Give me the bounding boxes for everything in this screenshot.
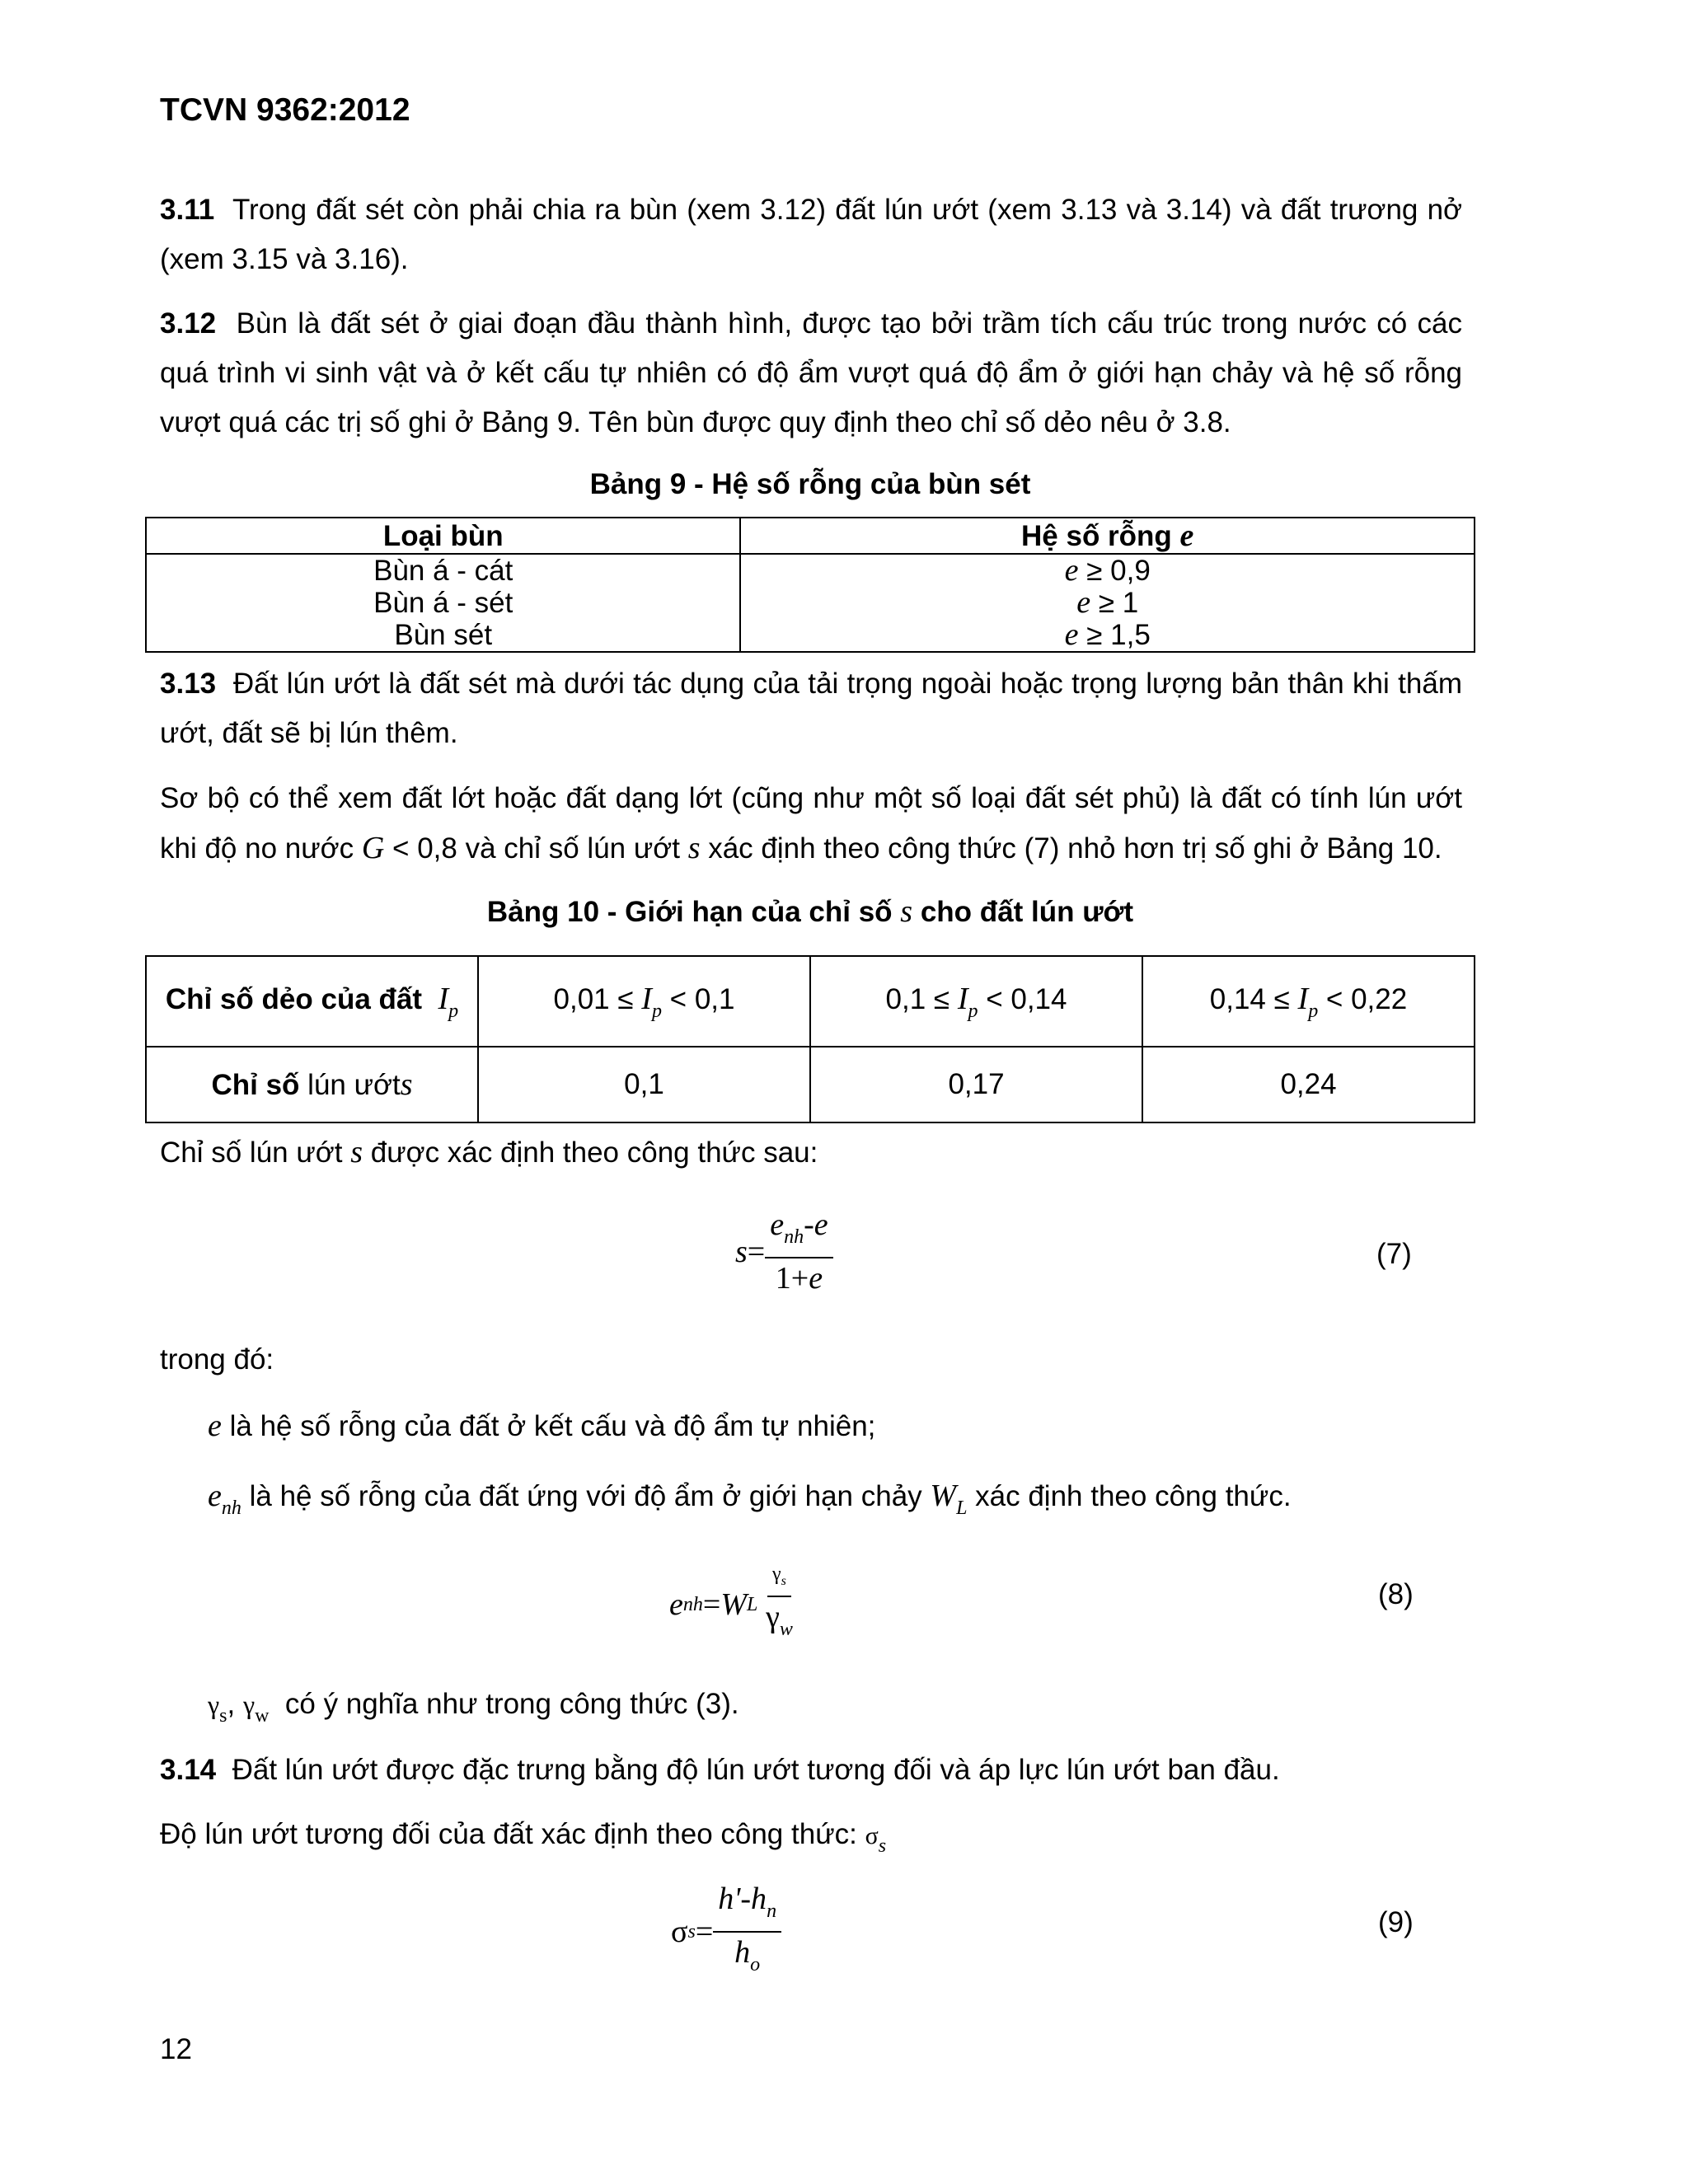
document-code-header: TCVN 9362:2012: [160, 92, 410, 128]
paragraph-3-14: [160, 1746, 1462, 1795]
definition-enh: $e_{nh}$ là hệ số rỗng của đất ứng với độ ẩm ở giới hạn chảy $W_L$ xác định theo công thức.: [208, 1479, 1292, 1519]
fraction: $\frac{e_{nh}-e}{1+e}$: [765, 1207, 832, 1297]
paragraph-text: Đất lún ướt được đặc trưng bằng độ lún ướt tương đối và áp lực lún ướt ban đầu.: [232, 1754, 1280, 1786]
mud-type-cell: Bùn á - sét: [146, 587, 740, 619]
collapse-index-value: 0,17: [810, 1047, 1142, 1122]
equation-number-8: (8): [1378, 1578, 1414, 1610]
plasticity-range-cell: $0,01 \le I_p < 0,1$: [478, 956, 810, 1047]
equation-number-7: (7): [1376, 1238, 1412, 1270]
void-ratio-cell: e ≥ 1,5: [740, 619, 1475, 652]
collapse-index-value: 0,24: [1142, 1047, 1475, 1122]
paragraph-3-14-relative-collapse: Độ lún ướt tương đối của đất xác định theo công thức: $\sigma_s$: [160, 1818, 887, 1857]
plasticity-range-cell: $0,1 \le I_p < 0,14$: [810, 956, 1142, 1047]
clause-number: 3.12: [160, 307, 217, 340]
table-row-plasticity-index: [146, 956, 1475, 1047]
table-row-collapse-index: [146, 1047, 1475, 1122]
formula-9: σ s = $\frac{h'-h_n}{h_o}$: [671, 1881, 781, 1983]
formula-7: s = $\frac{e_{nh}-e}{1+e}$: [735, 1207, 833, 1297]
formula-8: e nh = W L $\frac{\gamma_s}{\gamma_w}$: [669, 1562, 793, 1647]
paragraph-3-13: [160, 659, 1462, 758]
table-10-collapse-index-limits: [145, 955, 1475, 1123]
paragraph-3-11: [160, 185, 1462, 284]
fraction: $\frac{\gamma_s}{\gamma_w}$: [766, 1563, 793, 1640]
fraction: $\frac{h'-h_n}{h_o}$: [713, 1881, 781, 1983]
void-ratio-cell: e ≥ 1: [740, 587, 1475, 619]
formula-7-intro: Chỉ số lún ướt s được xác định theo công thức sau:: [160, 1135, 818, 1169]
table-10-caption: Bảng 10 - Giới hạn của chỉ số s cho đất lún ướt: [486, 894, 1134, 929]
row-header-plasticity-index: Chỉ số dẻo của đất $I_p$: [146, 956, 478, 1047]
table-row: [146, 554, 1475, 587]
page-number: 12: [160, 2033, 192, 2065]
paragraph-text: Bùn là đất sét ở giai đoạn đầu thành hình, được tạo bởi trầm tích cấu trúc trong nước có các quá trình vi sinh vật và ở kết cấu tự nhiên có độ ẩm vượt quá độ ẩm ở giới hạn chảy và hệ số rỗng vượt quá các trị số ghi ở Bảng 9. Tên bùn được quy định theo chỉ số dẻo nêu ở 3.8.: [160, 307, 1462, 438]
paragraph-3-13-preliminary: Sơ bộ có thể xem đất lớt hoặc đất dạng lớt (cũng như một số loại đất sét phủ) là đất có tính lún ướt khi độ no nước G < 0,8 và chỉ số lún ướt s xác định theo công thức (7) nhỏ hơn trị số ghi ở Bảng 10.: [160, 782, 1462, 865]
void-ratio-cell: e ≥ 0,9: [740, 554, 1475, 587]
clause-number: 3.11: [160, 194, 215, 226]
row-header-collapse-index: Chỉ số lún ướts: [146, 1047, 478, 1122]
paragraph-text: Đất lún ướt là đất sét mà dưới tác dụng của tải trọng ngoài hoặc trọng lượng bản thân khi thấm ướt, đất sẽ bị lún thêm.: [160, 668, 1462, 749]
mud-type-cell: Bùn sét: [146, 619, 740, 652]
plasticity-range-cell: $0,14 \le I_p < 0,22$: [1142, 956, 1475, 1047]
definition-e: e là hệ số rỗng của đất ở kết cấu và độ ẩm tự nhiên;: [208, 1408, 876, 1443]
paragraph-3-12: [160, 299, 1462, 448]
clause-number: 3.14: [160, 1754, 217, 1786]
column-header-mud-type: Loại bùn: [146, 518, 740, 554]
table-header-row: [146, 518, 1475, 554]
equation-number-9: (9): [1378, 1906, 1414, 1938]
table-9-void-ratio: [145, 517, 1475, 653]
table-row: [146, 619, 1475, 652]
where-label: trong đó:: [160, 1343, 274, 1376]
table-9-caption: Bảng 9 - Hệ số rỗng của bùn sét: [589, 468, 1031, 500]
table-row: [146, 587, 1475, 619]
collapse-index-value: 0,1: [478, 1047, 810, 1122]
mud-type-cell: Bùn á - cát: [146, 554, 740, 587]
column-header-void-ratio: Hệ số rỗng e: [740, 518, 1475, 554]
gamma-note: $\gamma_s$, $\gamma_w$ có ý nghĩa như trong công thức (3).: [208, 1688, 739, 1727]
clause-number: 3.13: [160, 668, 217, 700]
paragraph-text: Trong đất sét còn phải chia ra bùn (xem 3.12) đất lún ướt (xem 3.13 và 3.14) và đất trương nở (xem 3.15 và 3.16).: [160, 194, 1462, 275]
